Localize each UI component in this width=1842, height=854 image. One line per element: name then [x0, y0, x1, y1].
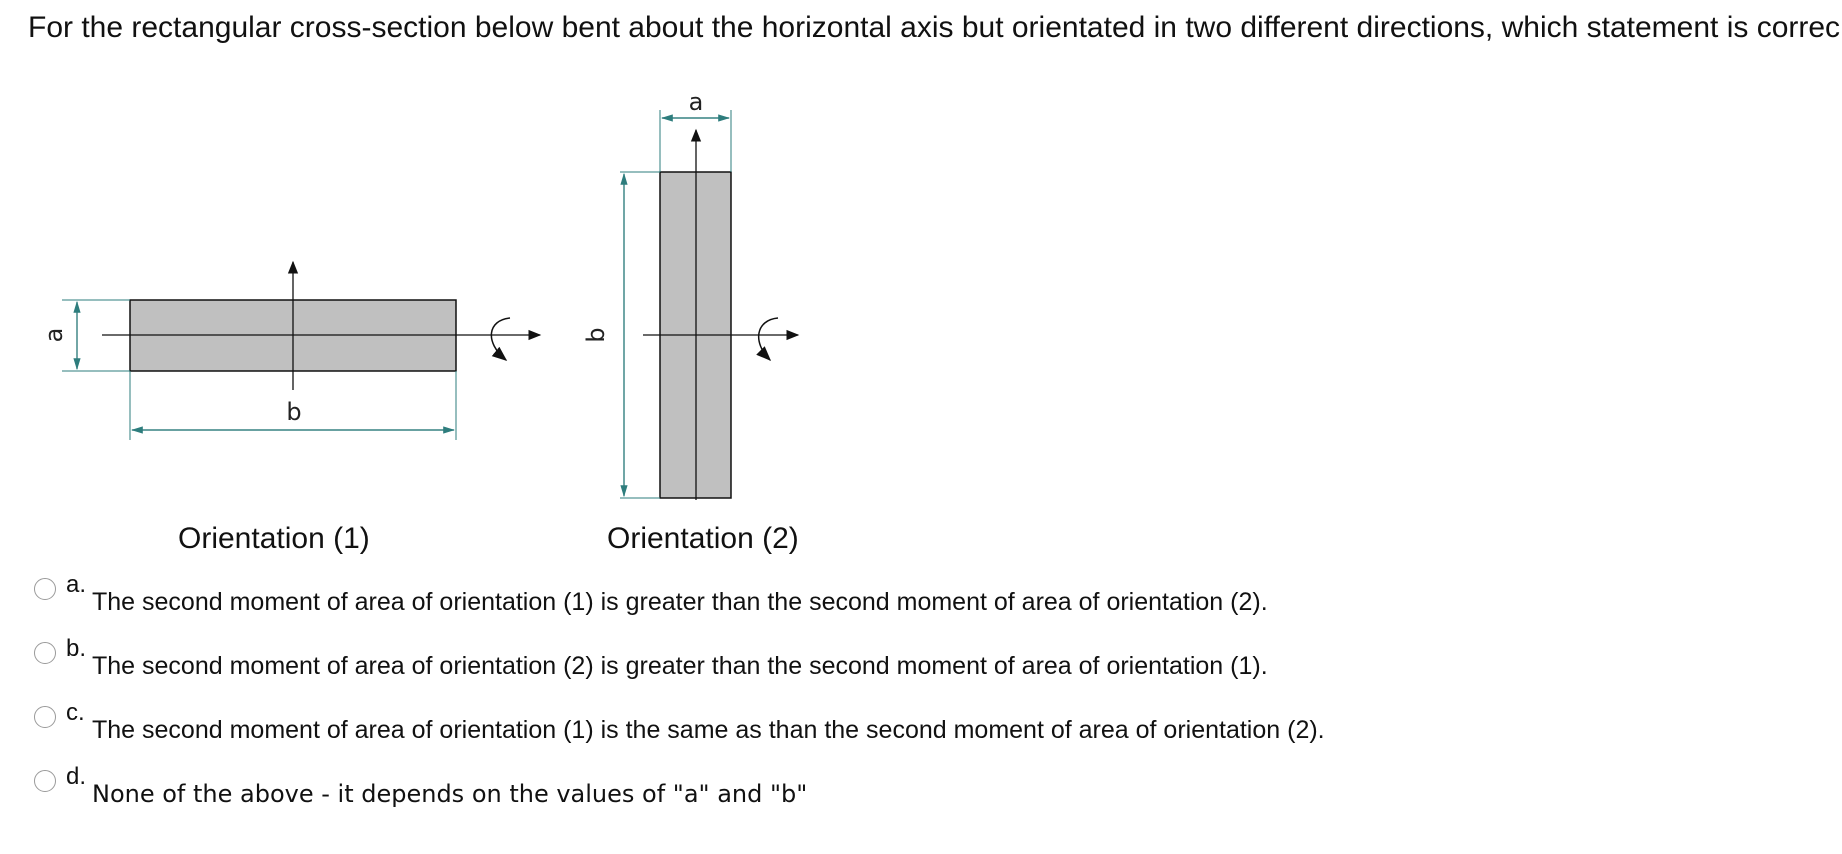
- option-a[interactable]: [32, 571, 1532, 624]
- orientation-1-caption: Orientation (1): [178, 522, 370, 555]
- question-text: For the rectangular cross-section below bent about the horizontal axis but orientated in two different directions, which statement is correc: [28, 11, 1841, 44]
- option-a-radio[interactable]: [34, 578, 56, 600]
- orientation-2-moment-arrow: [759, 318, 778, 360]
- cross-section-figure: [0, 80, 900, 500]
- option-b-text: The second moment of area of orientation (2) is greater than the second moment of area of orientation (1).: [92, 652, 1268, 680]
- option-c-radio[interactable]: [34, 706, 56, 728]
- option-d-text: None of the above - it depends on the values of "a" and "b": [92, 780, 808, 808]
- option-c-text: The second moment of area of orientation (1) is the same as than the second moment of area of orientation (2).: [92, 716, 1325, 744]
- option-a-letter: a.: [66, 571, 87, 598]
- orientation-1-moment-arrow: [491, 318, 510, 360]
- option-a-text: The second moment of area of orientation (1) is greater than the second moment of area of orientation (2).: [92, 588, 1268, 616]
- orientation-2-height-label: b: [582, 327, 610, 343]
- orientation-1-width-label: b: [286, 398, 302, 426]
- option-c-letter: c.: [66, 699, 85, 726]
- orientation-2-diagram: [582, 88, 798, 500]
- orientation-2-width-label: a: [688, 88, 704, 116]
- option-b-letter: b.: [66, 635, 87, 662]
- option-c[interactable]: [32, 699, 1532, 752]
- orientation-2-caption: Orientation (2): [607, 522, 799, 555]
- option-d-letter: d.: [66, 763, 87, 790]
- option-d-radio[interactable]: [34, 770, 56, 792]
- orientation-1-height-label: a: [40, 327, 68, 343]
- orientation-1-diagram: [40, 262, 540, 440]
- option-d[interactable]: [32, 763, 1532, 816]
- option-b[interactable]: [32, 635, 1532, 688]
- option-b-radio[interactable]: [34, 642, 56, 664]
